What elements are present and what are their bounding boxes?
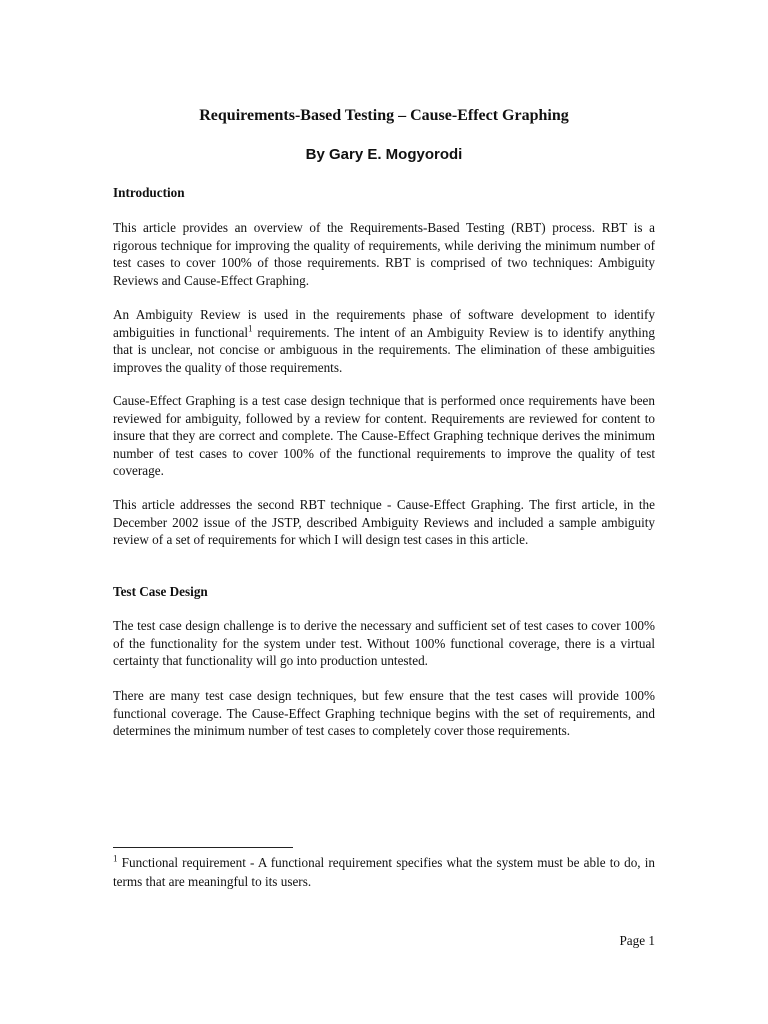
intro-paragraph-2-text-start: An Ambiguity Review is used in the requirements phase of software development to identify ambiguities in functional (113, 307, 655, 340)
introduction-heading: Introduction (113, 185, 185, 200)
footnote-reference[interactable]: 1 (248, 323, 253, 334)
test-case-paragraph-1: The test case design challenge is to derive the necessary and sufficient set of test cases to cover 100% of the functionality for the system under test. Without 100% functional coverage, there is a virtual certainty that functionality will go into production untested. (113, 618, 655, 668)
intro-paragraph-3: Cause-Effect Graphing is a test case design technique that is performed once requirements have been reviewed for ambiguity, followed by a review for content. Requirements are reviewed for content to insure that they are correct and complete. The Cause-Effect Graphing technique derives the minimum number of test cases to cover 100% of the functional requirements to improve the quality of test coverage. (113, 393, 655, 478)
footnote-number: 1 (113, 853, 118, 864)
intro-paragraph-2 (113, 306, 655, 376)
footnote-divider (113, 847, 293, 848)
test-case-design-heading: Test Case Design (113, 584, 208, 599)
test-case-paragraph-2: There are many test case design techniques, but few ensure that the test cases will provide 100% functional coverage. The Cause-Effect Graphing technique begins with the set of requirements, and determines the minimum number of test cases to completely cover those requirements. (113, 688, 655, 738)
intro-paragraph-2-text-end: requirements. The intent of an Ambiguity Review is to identify anything that is unclear, not concise or ambiguous in the requirements. The elimination of these ambiguities improves the quality of those requirements. (113, 324, 655, 375)
intro-paragraph-1: This article provides an overview of the Requirements-Based Testing (RBT) process. RBT is a rigorous technique for improving the quality of requirements, while deriving the minimum number of test cases to cover 100% of those requirements. RBT is comprised of two techniques: Ambiguity Reviews and Cause-Effect Graphing. (113, 220, 655, 288)
document-title: Requirements-Based Testing – Cause-Effect Graphing (199, 107, 569, 124)
footnote-text: Functional requirement - A functional requirement specifies what the system must be able to do, in terms that are meaningful to its users. (113, 855, 655, 889)
author-line: By Gary E. Mogyorodi (305, 146, 463, 163)
page-number: Page 1 (619, 933, 655, 948)
intro-paragraph-4: This article addresses the second RBT technique - Cause-Effect Graphing. The first article, in the December 2002 issue of the JSTP, described Ambiguity Reviews and included a sample ambiguity review of a set of requirements for which I will design test cases in this article. (113, 497, 655, 547)
footnote (113, 853, 655, 891)
